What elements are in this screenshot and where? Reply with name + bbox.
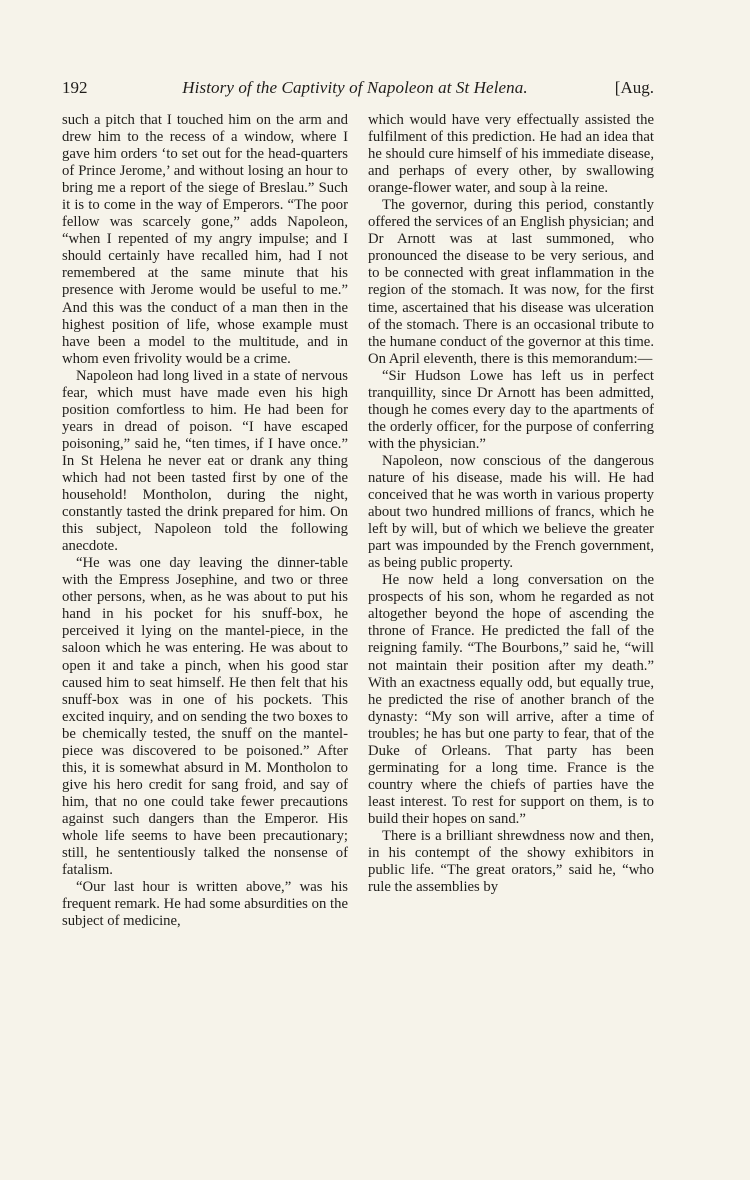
right-paragraph-1: which would have very effectually assisted the fulfilment of this prediction. He had an idea that he should cure himself of his immediate disease, and perhaps of every other, by swallowing orange-flower water, and soup à la reine. [368,112,654,197]
book-page [62,78,654,1103]
right-paragraph-4: Napoleon, now conscious of the dangerous nature of his disease, made his will. He had conceived that he was worth in various property about two hundred millions of francs, which he left by will, but of which we believe the greater part was impounded by the French government, as being public property. [368,452,654,572]
right-paragraph-5: He now held a long conversation on the prospects of his son, whom he regarded as not altogether beyond the hope of ascending the throne of France. He predicted the fall of the reigning family. “The Bourbons,” said he, “will not maintain their position after my death.” With an exactness equally odd, but equally true, he predicted the rise of another branch of the dynasty: “My son will arrive, after a time of troubles; he has but one party to fear, that of the Duke of Orleans. That party has been germinating for a long time. France is the country where the chiefs of parties have the least interest. To rest for support on them, is to build their hopes on sand.” [368,572,654,827]
right-paragraph-6: There is a brilliant shrewdness now and then, in his contempt of the showy exhibitors in public life. “The great orators,” said he, “who rule the assemblies by [368,827,654,896]
page-number: 192 [62,78,88,97]
running-header [62,78,654,106]
right-column [368,112,654,896]
left-column [62,112,348,930]
right-paragraph-3: “Sir Hudson Lowe has left us in perfect tranquillity, since Dr Arnott has been admitted, though he comes every day to the apartments of the orderly officer, for the purpose of conferring with the physician.” [368,367,654,452]
right-paragraph-2: The governor, during this period, constantly offered the services of an English physician; and Dr Arnott was at last summoned, who pronounced the disease to be very serious, and to be connected with great inflammation in the region of the stomach. It was now, for the first time, ascertained that his disease was ulceration of the stomach. There is an occasional tribute to the humane conduct of the governor at this time. On April eleventh, there is this memorandum:— [368,197,654,367]
left-paragraph-1: such a pitch that I touched him on the arm and drew him to the recess of a window, where I gave him orders ‘to set out for the head-quarters of Prince Jerome,’ and without losing an hour to bring me a report of the siege of Breslau.” Such it is to come in the way of Emperors. “The poor fellow was scarcely gone,” adds Napoleon, “when I repented of my angry impulse; and I should certainly have recalled him, had I not remembered at the same minute that his presence with Jerome would be useful to me.” And this was the conduct of a man then in the highest position of life, whose example must have been a model to the multitude, and in whom even frivolity would be a crime. [62,112,348,367]
left-paragraph-4: “Our last hour is written above,” was his frequent remark. He had some absurdities on the subject of medicine, [62,879,348,930]
text-columns [62,112,654,930]
running-month: [Aug. [614,78,654,97]
running-title: History of the Captivity of Napoleon at St Helena. [182,78,528,97]
left-paragraph-3: “He was one day leaving the dinner-table with the Empress Josephine, and two or three other persons, when, as he was about to put his hand in his pocket for his snuff-box, he perceived it lying on the mantel-piece, in the saloon which he was entering. He was about to open it and take a pinch, when his good star caused him to seat himself. He then felt that his snuff-box was in one of his pockets. This excited inquiry, and on sending the two boxes to be chemically tested, the snuff on the mantel-piece was discovered to be poisoned.” After this, it is somewhat absurd in M. Montholon to give his hero credit for sang froid, and say of him, that no one could take fewer precautions against such dangers than the Emperor. His whole life seems to have been precautionary; still, he sententiously talked the nonsense of fatalism. [62,555,348,879]
left-paragraph-2: Napoleon had long lived in a state of nervous fear, which must have made even his high position comfortless to him. He had been for years in dread of poison. “I have escaped poisoning,” said he, “ten times, if I have once.” In St Helena he never eat or drank any thing which had not been tasted first by one of the household! Montholon, during the night, constantly tasted the drink prepared for him. On this subject, Napoleon told the following anecdote. [62,367,348,555]
